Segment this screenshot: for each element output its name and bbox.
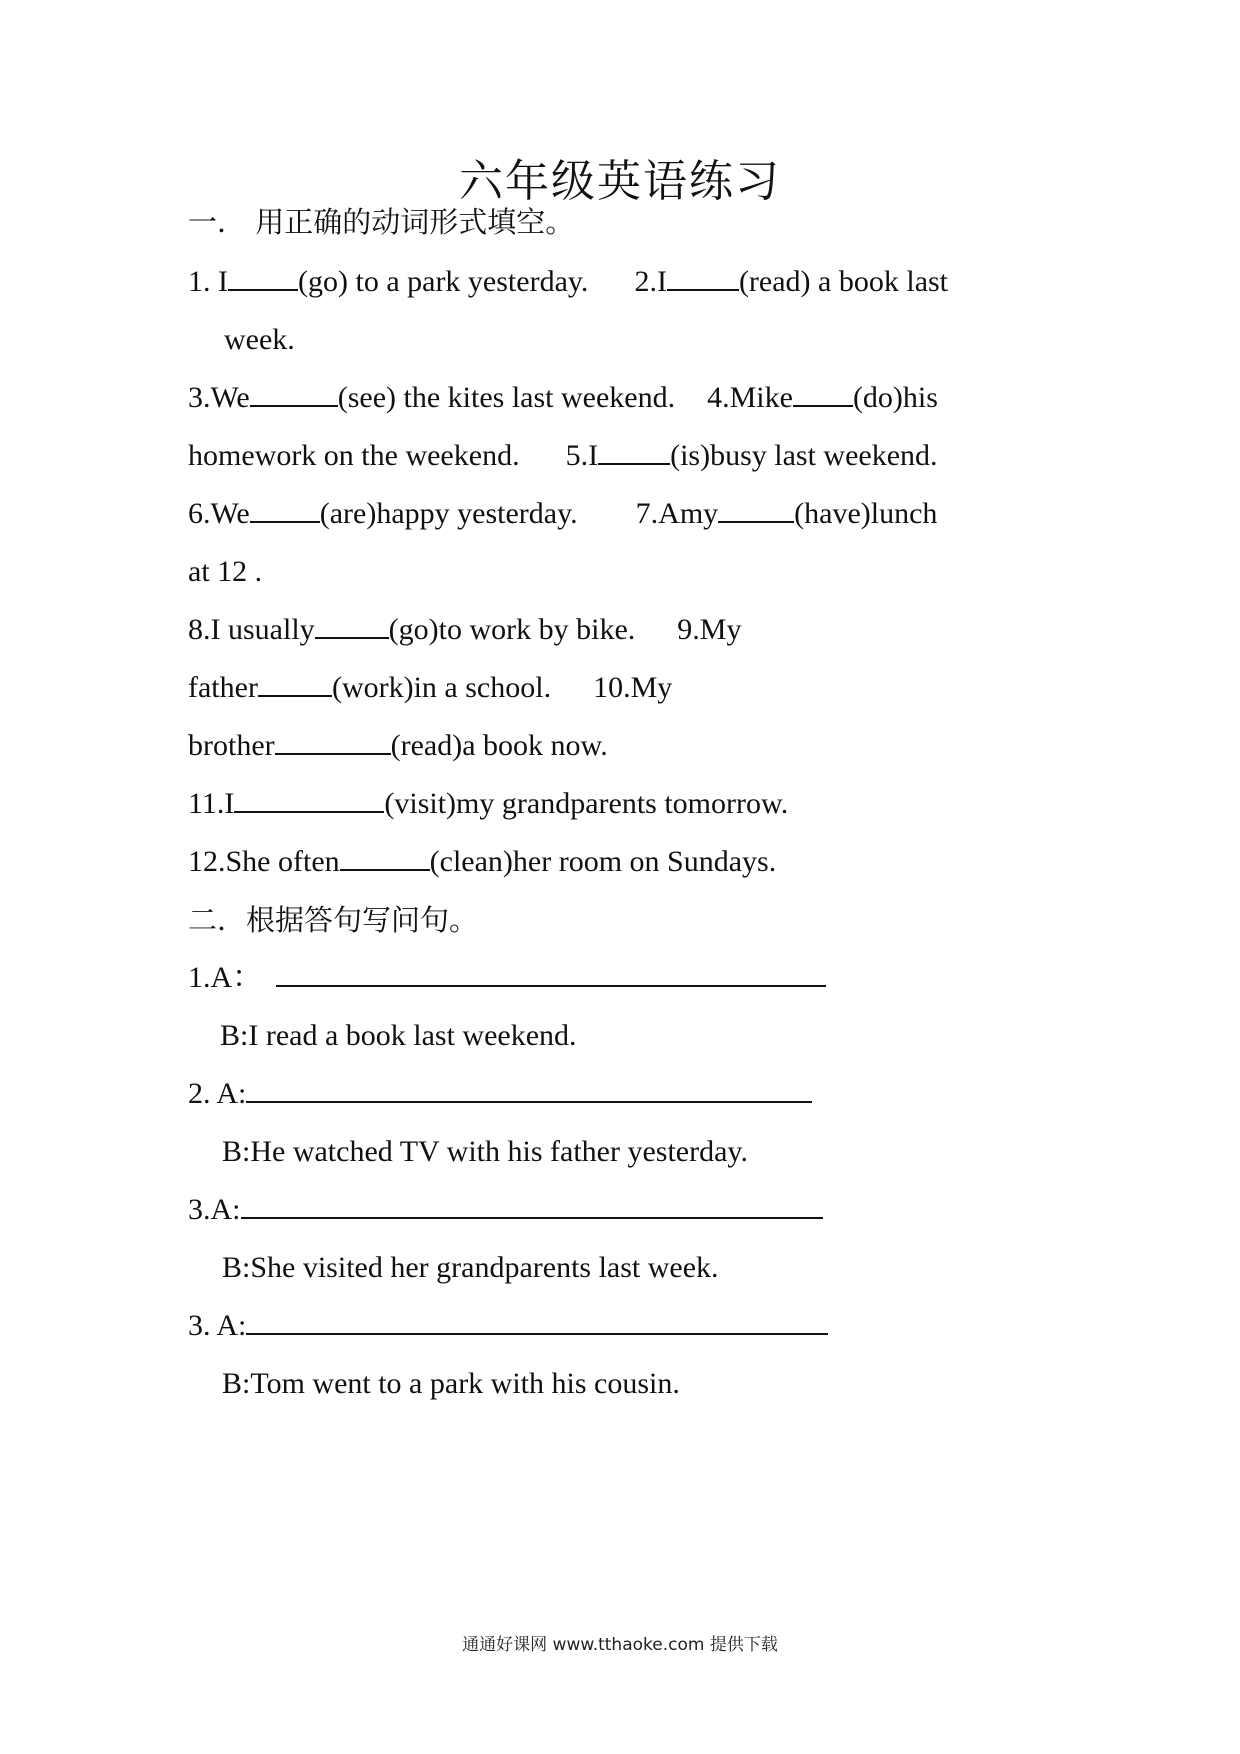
question-2-label: 2. A: [188,1077,247,1110]
exercise-line-6 [188,552,262,592]
question-1-a [188,958,826,998]
item-1-prefix: 1. I [188,265,228,298]
item-11-suffix: (visit)my grandparents tomorrow. [384,787,789,820]
footer-credit: 通通好课网 www.tthaoke.com 提供下载 [462,1635,778,1655]
blank-9[interactable] [258,669,332,697]
question-4-b: B:Tom went to a park with his cousin. [222,1367,680,1400]
item-4-prefix: 4.Mike [707,381,793,414]
blank-10[interactable] [275,727,391,755]
item-8-suffix: (go)to work by bike. [388,613,636,646]
item-11-prefix: 11.I [188,787,235,820]
question-1-b: B:I read a book last weekend. [220,1019,577,1052]
exercise-line-5 [188,494,937,534]
exercise-line-9 [188,726,608,766]
item-10-suffix: (read)a book now. [390,729,608,762]
question-4-a [188,1306,828,1346]
section2-heading: 二．根据答句写问句。 [188,903,479,937]
blank-2[interactable] [667,263,739,291]
exercise-line-10 [188,784,788,824]
exercise-line-11 [188,842,776,882]
item-1-suffix: (go) to a park yesterday. [298,265,589,298]
exercise-line-8 [188,668,672,708]
item-8-prefix: 8.I usually [188,613,315,646]
blank-6[interactable] [250,495,320,523]
blank-4[interactable] [793,379,853,407]
question-3-b: B:She visited her grandparents last week. [222,1251,719,1284]
item-7-suffix: (have)lunch [794,497,938,530]
item-5-suffix: (is)busy last weekend. [670,439,938,472]
item-2-suffix: (read) a book last [738,265,949,298]
question-3-answer-line[interactable] [241,1193,823,1219]
blank-7[interactable] [718,495,794,523]
exercise-line-2 [224,320,295,360]
question-4-label: 3. A: [188,1309,247,1342]
item-4-continued: homework on the weekend. [188,439,520,472]
blank-12[interactable] [340,843,430,871]
exercise-line-1 [188,262,948,302]
question-3-a [188,1190,823,1230]
item-9-prefix: 9.My [677,613,742,646]
question-2-a [188,1074,812,1114]
page-title: 六年级英语练习 [459,156,781,207]
exercise-line-4 [188,436,938,476]
item-3-prefix: 3.We [188,381,250,414]
exercise-line-7 [188,610,741,650]
question-2-b: B:He watched TV with his father yesterday. [222,1135,748,1168]
item-2-continued: week. [224,323,295,356]
blank-1[interactable] [228,263,298,291]
item-4-suffix: (do)his [852,381,938,414]
blank-3[interactable] [250,379,338,407]
blank-11[interactable] [234,785,384,813]
item-7-continued: at 12 . [188,555,263,588]
item-12-suffix: (clean)her room on Sundays. [429,845,777,878]
item-3-suffix: (see) the kites last weekend. [337,381,676,414]
item-6-suffix: (are)happy yesterday. [319,497,578,530]
blank-8[interactable] [315,611,389,639]
item-5-prefix: 5.I [565,439,599,472]
item-7-prefix: 7.Amy [635,497,719,530]
question-4-answer-line[interactable] [246,1309,828,1335]
section1-heading: 一． 用正确的动词形式填空。 [188,205,575,239]
item-12-prefix: 12.She often [188,845,340,878]
item-2-prefix: 2.I [634,265,667,298]
blank-5[interactable] [598,437,670,465]
item-9-continued: father [188,671,258,704]
item-9-suffix: (work)in a school. [331,671,552,704]
item-10-prefix: 10.My [593,671,673,704]
item-10-continued: brother [188,729,275,762]
exercise-line-3 [188,378,938,418]
question-3-label: 3.A: [188,1193,241,1226]
question-1-label: 1.A： [188,961,263,994]
item-6-prefix: 6.We [188,497,250,530]
question-1-answer-line[interactable] [276,961,826,987]
question-2-answer-line[interactable] [246,1077,812,1103]
